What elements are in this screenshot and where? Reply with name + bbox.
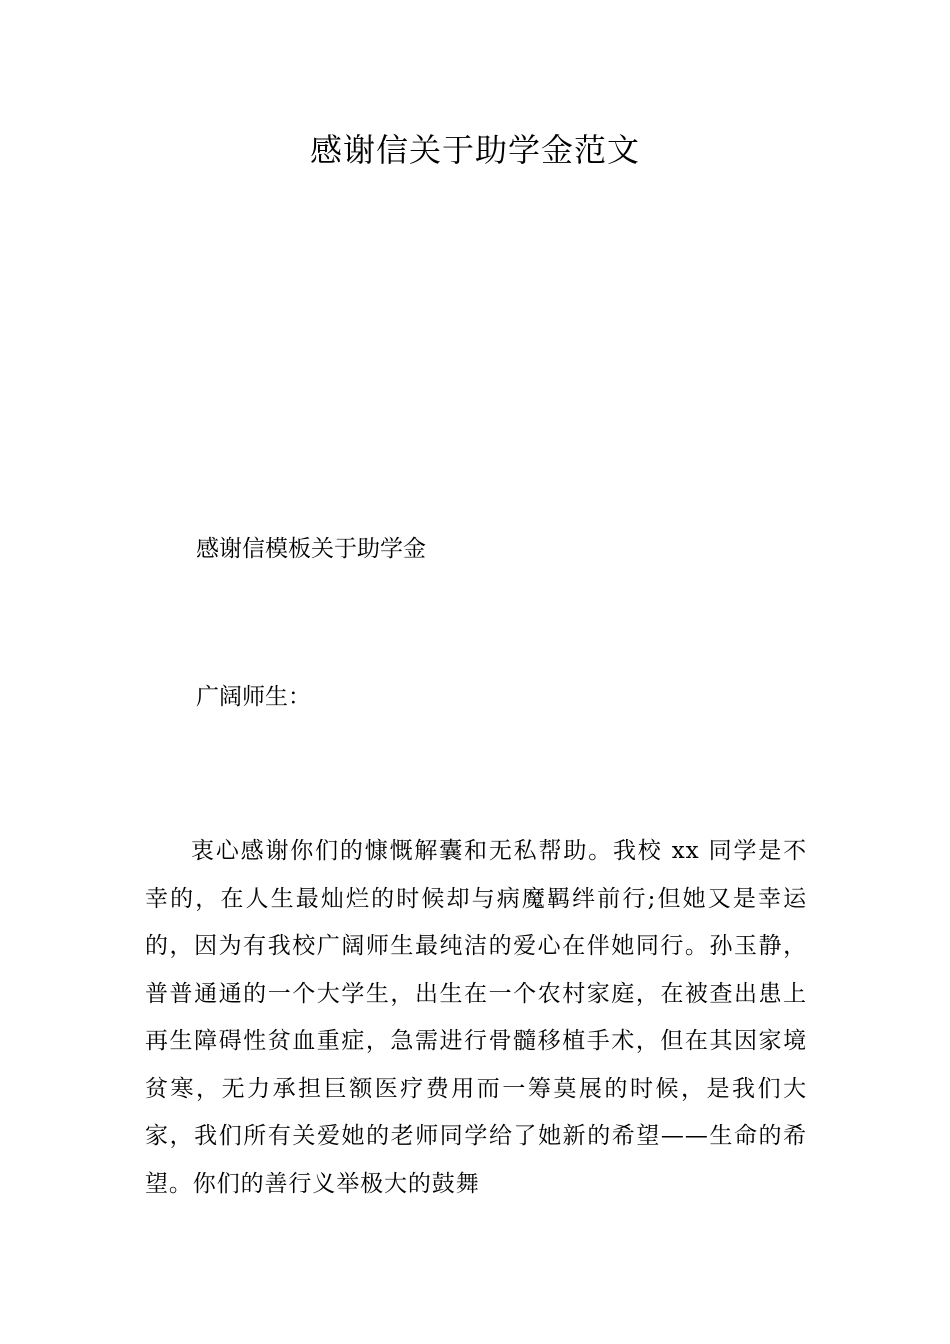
document-title: 感谢信关于助学金范文: [309, 131, 640, 169]
document-subtitle: 感谢信模板关于助学金: [196, 536, 426, 562]
letter-body-paragraph: 衷心感谢你们的慷慨解囊和无私帮助。我校 xx 同学是不幸的，在人生最灿烂的时候却与病魔羁绊前行;但她又是幸运的，因为有我校广阔师生最纯洁的爱心在伴她同行。孙玉静，普普通通的一个大学生，出生在一个农村家庭，在被查出患上再生障碍性贫血重症，急需进行骨髓移植手术，但在其因家境贫寒，无力承担巨额医疗费用而一筹莫展的时候，是我们大家，我们所有关爱她的老师同学给了她新的希望——生命的希望。你们的善行义举极大的鼓舞: [145, 838, 807, 1197]
letter-salutation: 广阔师生：: [196, 684, 311, 710]
